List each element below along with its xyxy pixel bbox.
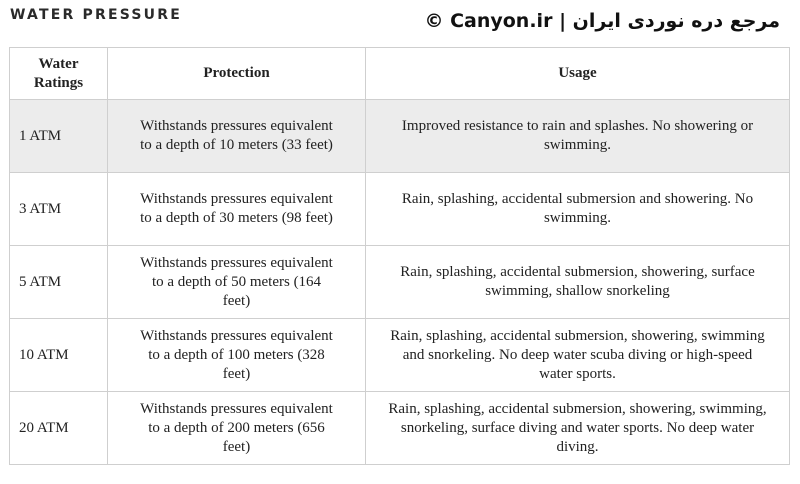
table-row [10,392,790,465]
rating-cell: 3 ATM [10,173,108,246]
protection-cell: Withstands pressures equivalent to a depth of 30 meters (98 feet) [108,173,366,246]
table-row [10,319,790,392]
table-row [10,173,790,246]
protection-cell: Withstands pressures equivalent to a depth of 50 meters (164 feet) [108,246,366,319]
header-ratings-line2: Ratings [33,74,84,91]
header-usage: Usage [366,48,790,100]
water-pressure-table [9,47,790,465]
table-row [10,100,790,173]
rating-cell: 10 ATM [10,319,108,392]
page-title: WATER PRESSURE [10,7,182,23]
watermark-persian-text: مرجع دره نوردی ایران [572,10,780,32]
watermark [424,10,780,32]
usage-cell: Rain, splashing, accidental submersion and showering. No swimming. [366,173,790,246]
rating-cell: 20 ATM [10,392,108,465]
watermark-brand: Canyon.ir [450,10,553,32]
header-protection: Protection [108,48,366,100]
watermark-separator: | [559,10,567,32]
table-header-row [10,48,790,100]
usage-cell: Rain, splashing, accidental submersion, showering, swimming and snorkeling. No deep water scuba diving or high-speed water sports. [366,319,790,392]
usage-cell: Rain, splashing, accidental submersion, showering, swimming, snorkeling, surface diving and water sports. No deep water diving. [366,392,790,465]
usage-cell: Improved resistance to rain and splashes. No showering or swimming. [366,100,790,173]
rating-cell: 1 ATM [10,100,108,173]
copyright-symbol: © [424,10,444,32]
protection-cell: Withstands pressures equivalent to a depth of 100 meters (328 feet) [108,319,366,392]
header-ratings-line1: Water [38,55,79,72]
protection-cell: Withstands pressures equivalent to a depth of 200 meters (656 feet) [108,392,366,465]
table-row [10,246,790,319]
header-water-ratings [10,48,108,100]
usage-cell: Rain, splashing, accidental submersion, showering, surface swimming, shallow snorkeling [366,246,790,319]
rating-cell: 5 ATM [10,246,108,319]
protection-cell: Withstands pressures equivalent to a depth of 10 meters (33 feet) [108,100,366,173]
